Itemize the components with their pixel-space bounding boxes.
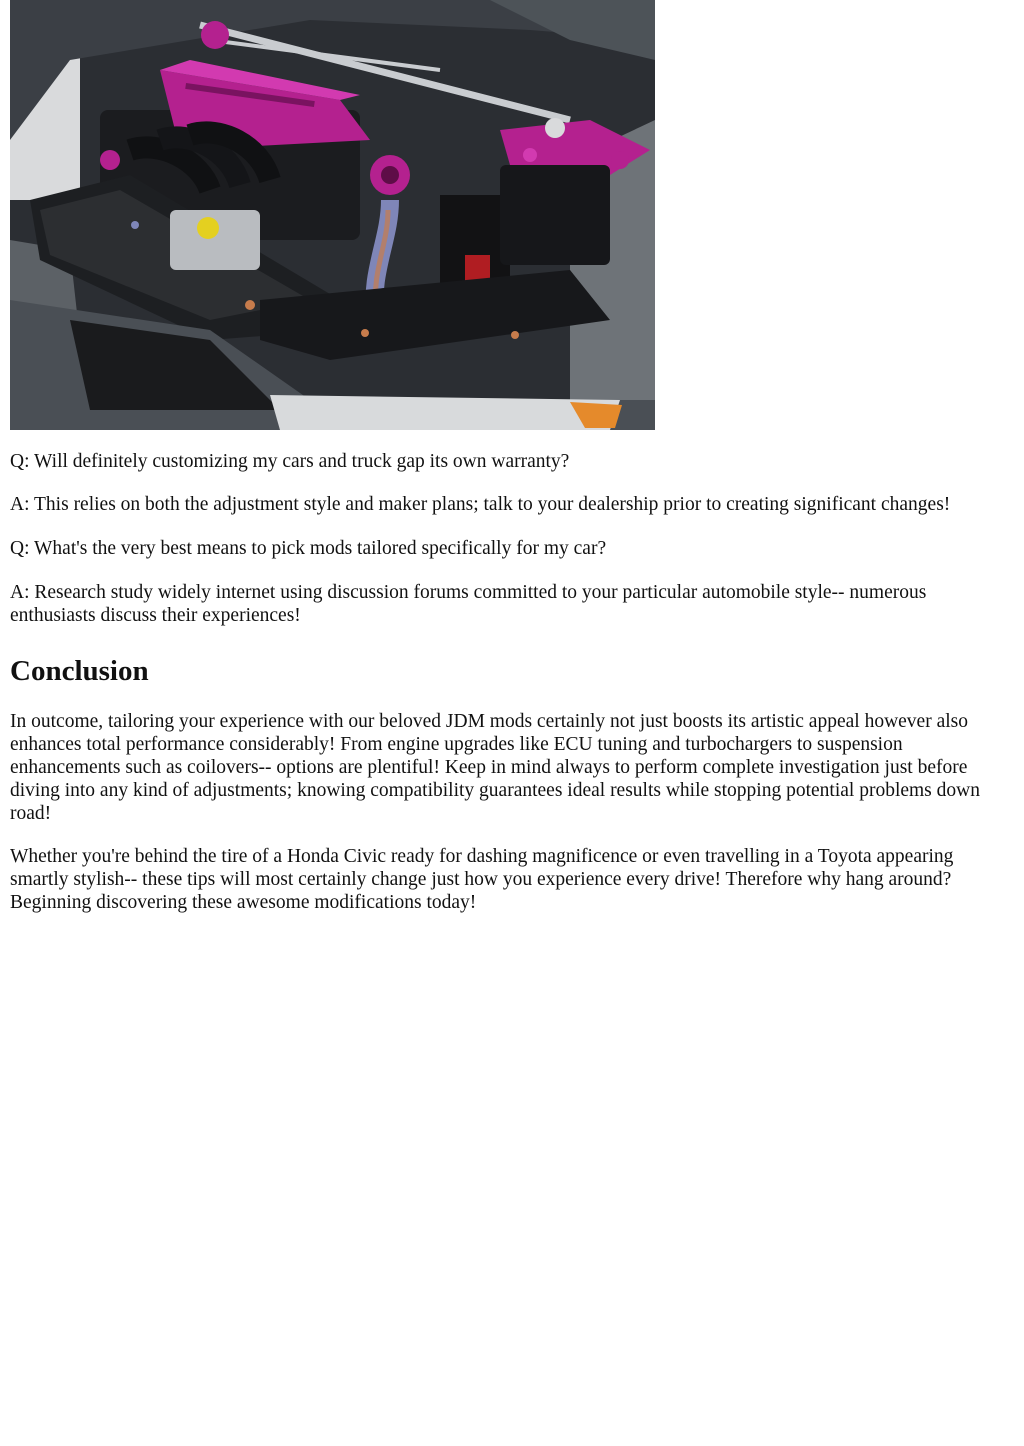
faq-answer-choose-mods: A: Research study widely internet using discussion forums committed to your particular automobile style-- numerous enthusiasts discuss their experiences! <box>10 582 927 626</box>
article-body <box>10 0 1014 914</box>
conclusion-paragraph: In outcome, tailoring your experience with our beloved JDM mods certainly not just boosts its artistic appeal however also enhances total performance considerably! From engine upgrades like ECU tuning and turbochargers to suspension enhancements such as coilovers-- options are plentiful! Keep in mind always to perform complete investigation just before diving into any kind of adjustments; knowing compatibility guarantees ideal results while stopping potential problems down road! <box>10 711 980 824</box>
faq-question-warranty: Q: Will definitely customizing my cars and truck gap its own warranty? <box>10 451 570 472</box>
conclusion-paragraph: Whether you're behind the tire of a Honda Civic ready for dashing magnificence or even travelling in a Toyota appearing smartly stylish-- these tips will most certainly change just how you experience every drive! Therefore why hang around? Beginning discovering these awesome modifications today! <box>10 846 954 913</box>
conclusion-heading: Conclusion <box>10 655 149 687</box>
faq-answer-warranty: A: This relies on both the adjustment style and maker plans; talk to your dealership prior to creating significant changes! <box>10 494 951 515</box>
faq-question-choose-mods: Q: What's the very best means to pick mods tailored specifically for my car? <box>10 538 607 559</box>
engine-bay-photo <box>10 0 655 430</box>
